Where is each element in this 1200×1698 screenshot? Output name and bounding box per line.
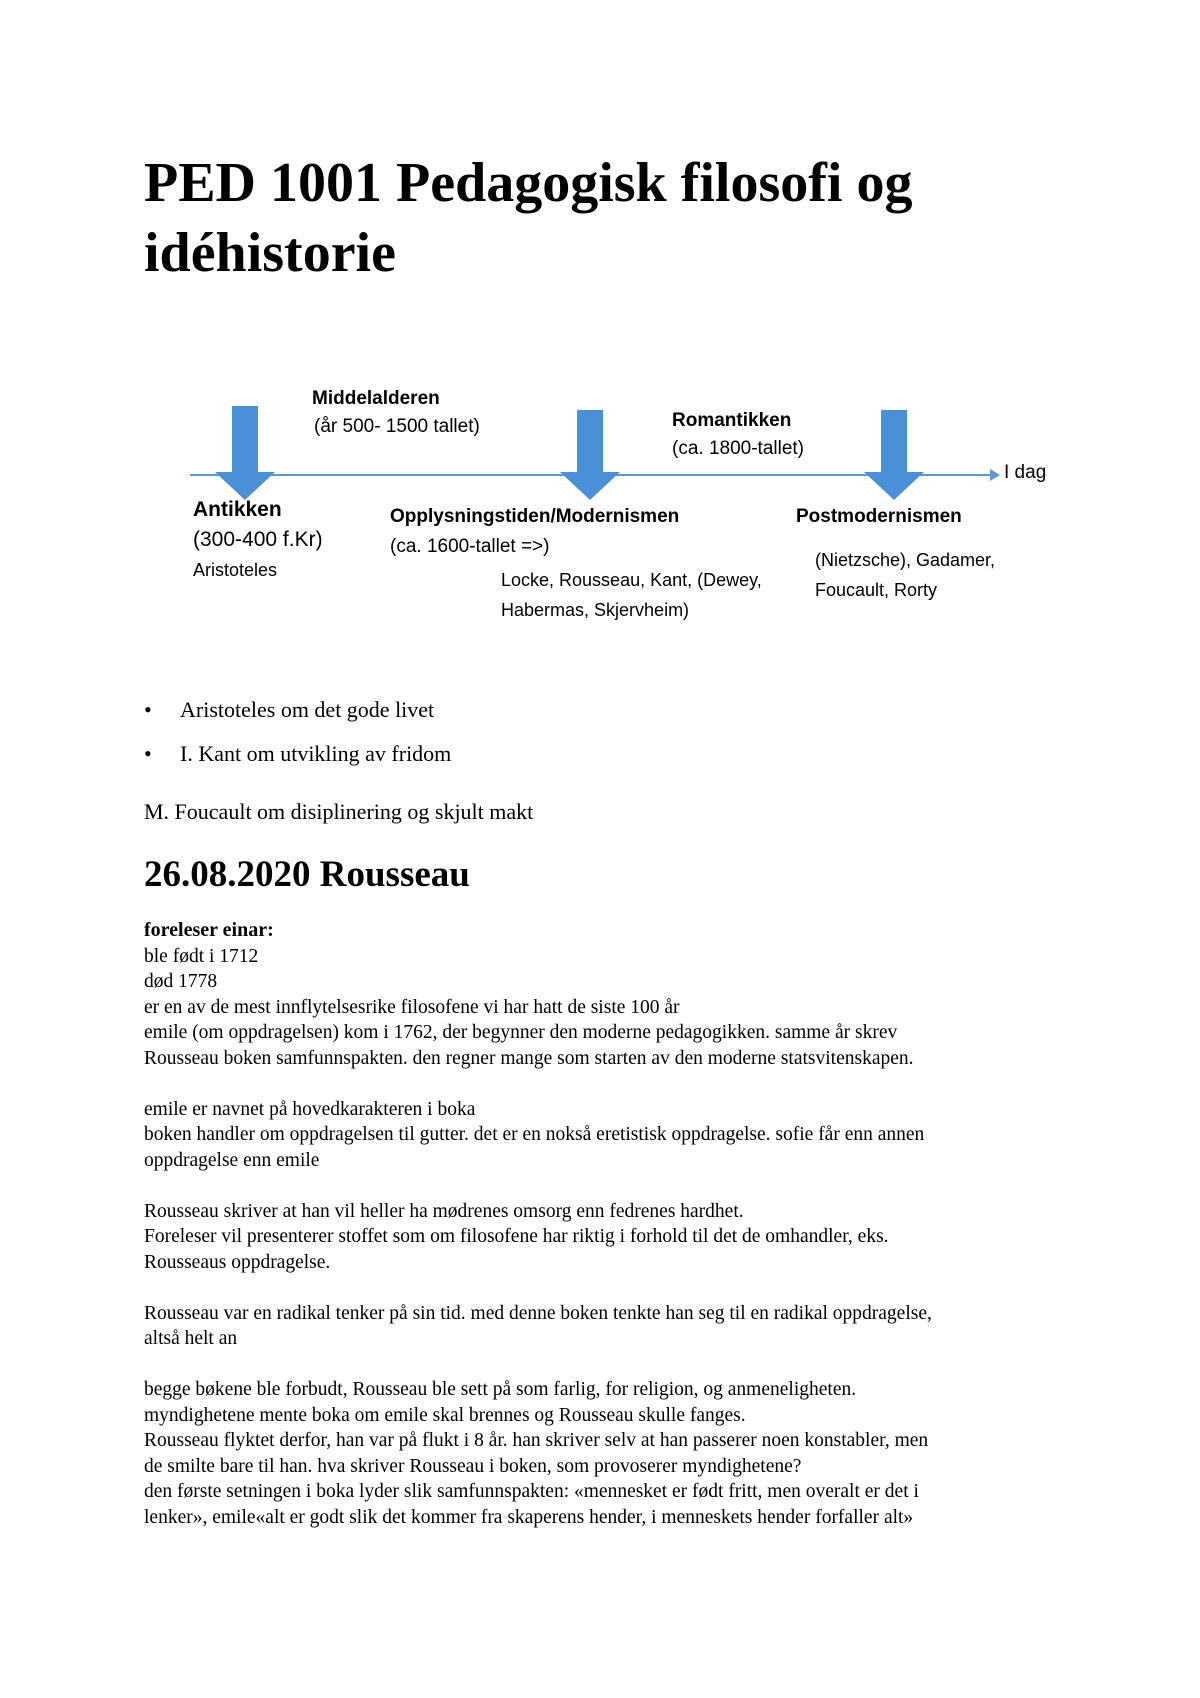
era-label-opplysning: Opplysningstiden/Modernismen bbox=[390, 506, 680, 527]
text-line: begge bøkene ble forbudt, Rousseau ble sett på som farlig, for religion, og anmeneligheten. bbox=[144, 1379, 857, 1400]
list-item: • I. Kant om utvikling av fridom bbox=[144, 741, 452, 766]
text-line: Foreleser vil presenterer stoffet som om filosofene har riktig i forhold til det de omhandler, eks. bbox=[144, 1226, 889, 1247]
era-names-opplysning-2: Habermas, Skjervheim) bbox=[501, 600, 690, 620]
paragraph-gap bbox=[144, 1275, 1064, 1301]
text-line: myndighetene mente boka om emile skal brennes og Rousseau skulle fanges. bbox=[144, 1404, 746, 1426]
era-names-postmodernismen-1: (Nietzsche), Gadamer, bbox=[815, 550, 996, 570]
arrow-down-icon bbox=[864, 410, 924, 502]
document-title: PED 1001 Pedagogisk filosofi og idéhistorie bbox=[144, 152, 913, 284]
arrow-down-icon bbox=[215, 406, 275, 502]
lecture-notes bbox=[144, 918, 1064, 1530]
era-period-romantikken: (ca. 1800-tallet) bbox=[672, 438, 805, 459]
text-line: de smilte bare til han. hva skriver Rousseau i boken, som provoserer myndighetene? bbox=[144, 1455, 802, 1477]
paragraph-gap bbox=[144, 1352, 1064, 1378]
era-names-postmodernismen-2: Foucault, Rorty bbox=[815, 580, 938, 600]
foucault-line: M. Foucault om disiplinering og skjult makt bbox=[144, 799, 534, 824]
text-line: boken handler om oppdragelsen til gutter. det er en nokså eretistisk oppdragelse. sofie får enn annen bbox=[144, 1124, 925, 1145]
era-names-opplysning-1: Locke, Rousseau, Kant, (Dewey, bbox=[501, 570, 762, 590]
era-label-postmodernismen: Postmodernismen bbox=[796, 506, 962, 527]
section-heading: 26.08.2020 Rousseau bbox=[144, 854, 470, 895]
text-line: emile (om oppdragelsen) kom i 1762, der begynner den moderne pedagogikken. samme år skrev bbox=[144, 1022, 898, 1043]
list-item: • Aristoteles om det gode livet bbox=[144, 697, 435, 722]
bullet-icon: • bbox=[144, 741, 152, 766]
era-period-middelalderen: (år 500- 1500 tallet) bbox=[314, 416, 480, 437]
era-names-antikken: Aristoteles bbox=[193, 560, 278, 580]
text-line: altså helt an bbox=[144, 1328, 238, 1349]
era-period-antikken: (300-400 f.Kr) bbox=[193, 528, 323, 551]
paragraph-gap bbox=[144, 1071, 1064, 1097]
text-line: emile er navnet på hovedkarakteren i boka bbox=[144, 1098, 476, 1120]
text-line: lenker», emile«alt er godt slik det kommer fra skaperens hender, i menneskets hender forfaller alt» bbox=[144, 1506, 914, 1528]
era-label-antikken: Antikken bbox=[193, 498, 282, 521]
timeline-end-label: I dag bbox=[1004, 462, 1047, 483]
paragraph-gap bbox=[144, 1173, 1064, 1199]
arrow-down-icon bbox=[560, 410, 620, 502]
text-line: Rousseau flyktet derfor, han var på flukt i 8 år. han skriver selv at han passerer noen konstabler, men bbox=[144, 1430, 929, 1451]
text-line: Rousseaus oppdragelse. bbox=[144, 1251, 331, 1273]
text-line: Rousseau skriver at han vil heller ha mødrenes omsorg enn fedrenes hardhet. bbox=[144, 1200, 744, 1222]
text-line: Rousseau var en radikal tenker på sin tid. med denne boken tenkte han seg til en radikal oppdragelse, bbox=[144, 1302, 932, 1324]
era-period-opplysning: (ca. 1600-tallet =>) bbox=[390, 536, 550, 557]
era-label-middelalderen: Middelalderen bbox=[312, 388, 440, 409]
axis-arrowhead-icon bbox=[990, 469, 1000, 481]
text-line: ble født i 1712 bbox=[144, 945, 259, 967]
text-line: er en av de mest innflytelsesrike filosofene vi har hatt de siste 100 år bbox=[144, 996, 680, 1018]
text-line: Rousseau boken samfunnspakten. den regner mange som starten av den moderne statsvitenskapen. bbox=[144, 1047, 914, 1069]
text-line: den første setningen i boka lyder slik samfunnspakten: «mennesket er født fritt, men overalt er det i bbox=[144, 1481, 919, 1502]
text-line: død 1778 bbox=[144, 971, 218, 992]
bullet-icon: • bbox=[144, 697, 152, 722]
era-label-romantikken: Romantikken bbox=[672, 410, 792, 431]
topic-bullet-list bbox=[144, 696, 451, 784]
lecturer-label: foreleser einar: bbox=[144, 919, 274, 941]
text-line: oppdragelse enn emile bbox=[144, 1149, 320, 1171]
timeline-figure bbox=[0, 370, 1200, 640]
